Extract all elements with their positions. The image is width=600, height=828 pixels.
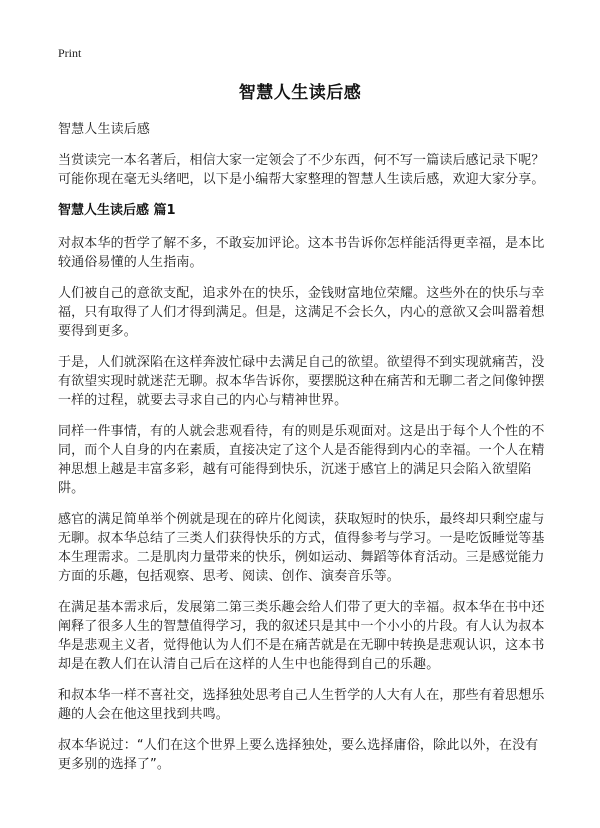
body-paragraph-5: 感官的满足简单举个例就是现在的碎片化阅读，获取短时的快乐，最终却只剩空虚与无聊。叔本华总结了三类人们获得快乐的方式，值得参考与学习。一是吃饭睡觉等基本生理需求。二是肌肉力量带来的快乐，例如运动、舞蹈等体育活动。三是感觉能力方面的乐趣，包括观察、思考、阅读、创作、演奏音乐等。 bbox=[58, 512, 545, 584]
print-link[interactable]: Print bbox=[58, 46, 82, 60]
body-paragraph-6: 在满足基本需求后，发展第二第三类乐趣会给人们带了更大的幸福。叔本华在书中还阐释了很多人生的智慧值得学习，我的叙述只是其中一个小小的片段。有人认为叔本华是悲观主义者，觉得他认为人们不是在痛苦就是在无聊中转换是悲观认识，这本书却是在教人们在认清自己后在这样的人生中也能得到自己的乐趣。 bbox=[58, 600, 545, 672]
body-paragraph-8: 叔本华说过：“人们在这个世界上要么选择独处，要么选择庸俗，除此以外，在没有更多别的选择了”。 bbox=[58, 738, 539, 772]
body-paragraph-2: 人们被自己的意欲支配，追求外在的快乐，金钱财富地位荣耀。这些外在的快乐与幸福，只有取得了人们才得到满足。但是，这满足不会长久，内心的意欲又会叫嚣着想要得到更多。 bbox=[58, 286, 545, 339]
document-title: 智慧人生读后感 bbox=[238, 83, 362, 103]
body-paragraph-7: 和叔本华一样不喜社交，选择独处思考自己人生哲学的人大有人在，那些有着思想乐趣的人会在他这里找到共鸣。 bbox=[58, 688, 545, 722]
section-heading: 智慧人生读后感 篇1 bbox=[58, 203, 176, 218]
body-paragraph-1: 对叔本华的哲学了解不多，不敢妄加评论。这本书告诉你怎样能活得更幸福，是本比较通俗易懂的人生指南。 bbox=[58, 236, 545, 270]
document-body bbox=[58, 120, 550, 786]
intro-paragraph: 当赏读完一本名著后，相信大家一定领会了不少东西，何不写一篇读后感记录下呢？可能你现在毫无头绪吧，以下是小编帮大家整理的智慧人生读后感，欢迎大家分享。 bbox=[58, 153, 545, 187]
document-subtitle: 智慧人生读后感 bbox=[58, 122, 151, 137]
body-paragraph-4: 同样一件事情，有的人就会悲观看待，有的则是乐观面对。这是出于每个人个性的不同，而个人自身的内在素质，直接决定了这个人是否能得到内心的幸福。一个人在精神思想上越是丰富多彩，越有可能得到快乐，沉迷于感官上的满足只会陷入欲望陷阱。 bbox=[58, 424, 545, 496]
body-paragraph-3: 于是，人们就深陷在这样奔波忙碌中去满足自己的欲望。欲望得不到实现就痛苦，没有欲望实现时就迷茫无聊。叔本华告诉你，要摆脱这种在痛苦和无聊二者之间像钟摆一样的过程，就要去寻求自己的内心与精神世界。 bbox=[58, 355, 545, 408]
